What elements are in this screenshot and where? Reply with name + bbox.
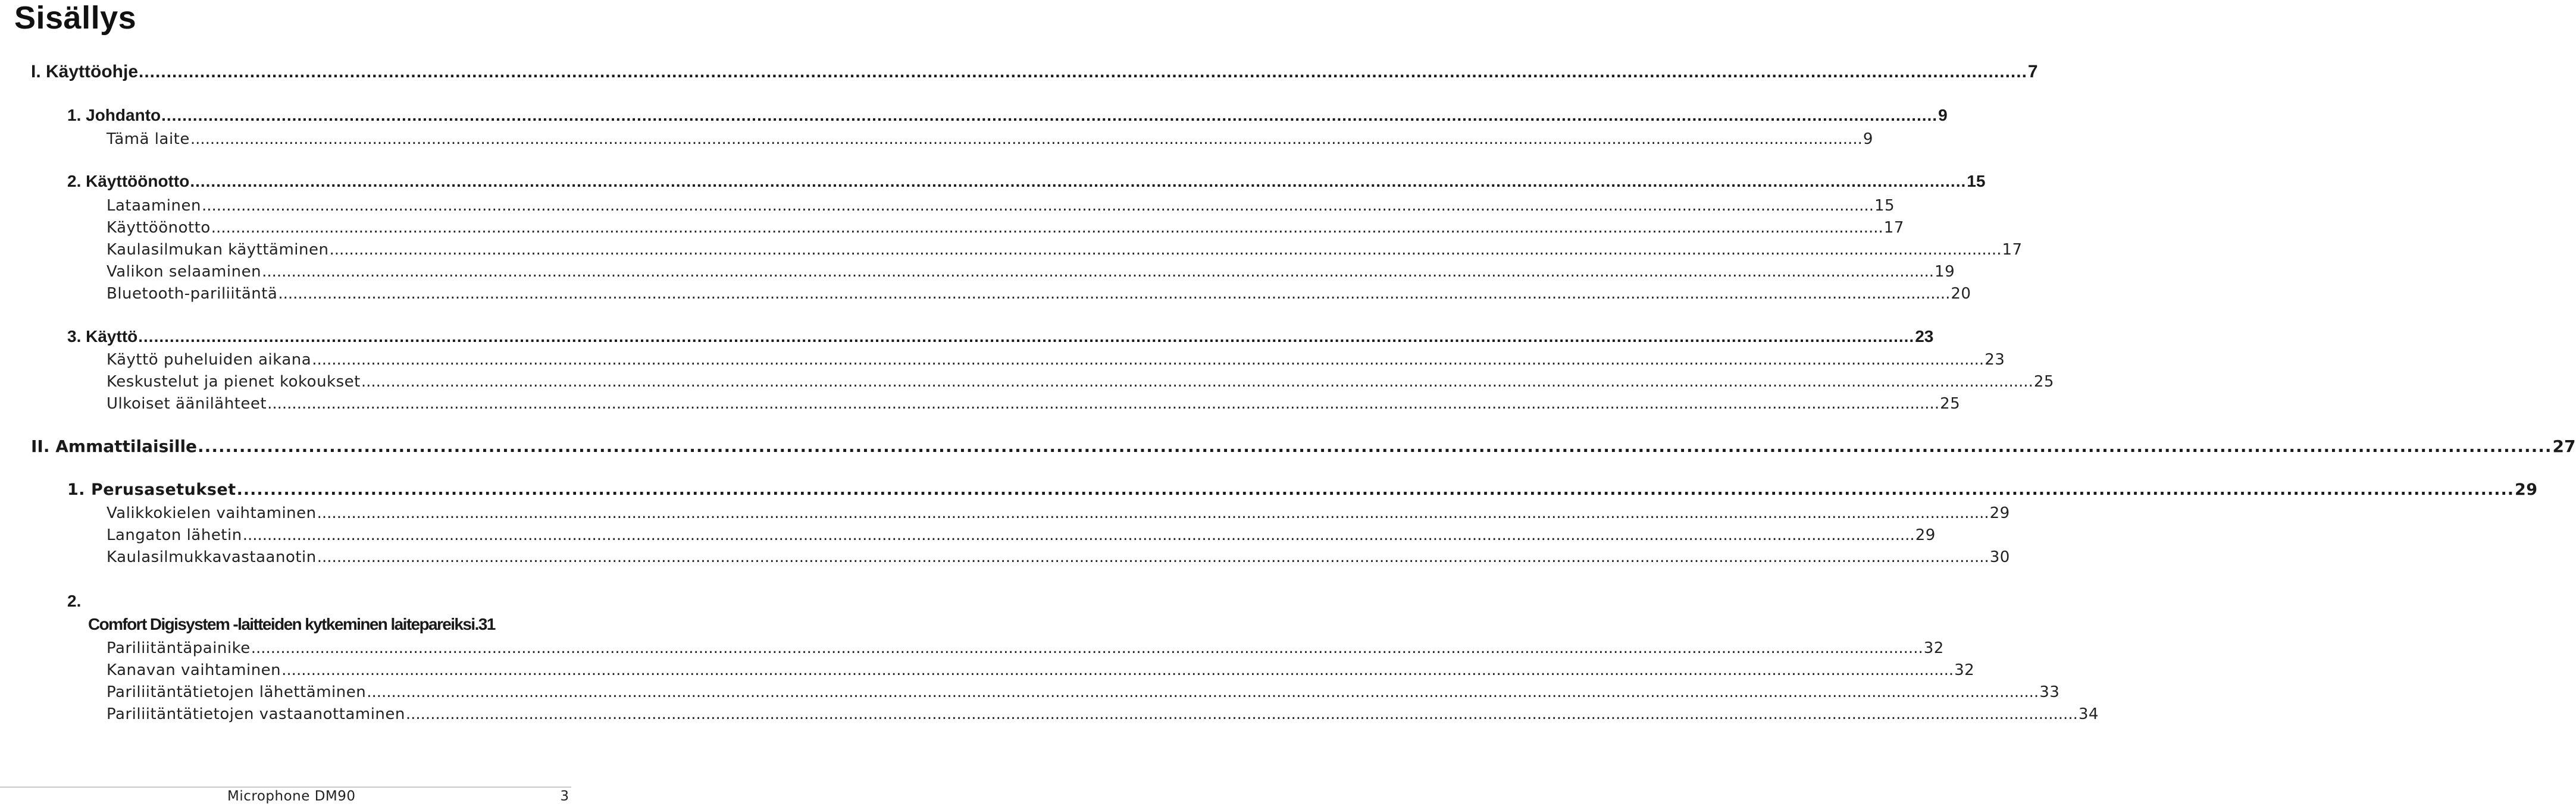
toc-page: 29 xyxy=(2514,481,2538,499)
toc-page: 29 xyxy=(1915,526,1936,544)
toc-page: 19 xyxy=(1935,263,1955,281)
footer-page-number: 3 xyxy=(560,789,569,804)
toc-part-2[interactable] xyxy=(31,437,2576,456)
toc-item[interactable] xyxy=(107,197,1895,215)
toc-section-kayttoonotto[interactable] xyxy=(67,172,1986,191)
toc-label: I. Käyttöohje xyxy=(31,62,139,81)
toc-part-1[interactable] xyxy=(31,62,2038,82)
toc-page: 9 xyxy=(1938,106,1948,124)
toc-label: Bluetooth-pariliitäntä xyxy=(107,285,278,303)
toc-item[interactable] xyxy=(107,219,1904,237)
toc-page: 9 xyxy=(1863,130,1873,148)
page-title: Sisällys xyxy=(14,0,137,36)
toc-item[interactable] xyxy=(107,373,2054,391)
toc-section-comfort-digisystem[interactable] xyxy=(88,615,540,634)
toc-label: Lataaminen xyxy=(107,197,201,215)
toc-leader: .................................................................................................................................................................................................................................................................................................................................................... xyxy=(161,106,1938,124)
footer-title: Microphone DM90 xyxy=(227,789,356,804)
toc-label: Käyttö puheluiden aikana xyxy=(107,351,312,369)
toc-label: Valikon selaaminen xyxy=(107,263,262,281)
toc-item[interactable] xyxy=(107,639,1944,657)
toc-leader: .................................................................................................................................................................................................................................................................................................................................................... xyxy=(262,263,1935,281)
toc-page: 15 xyxy=(1874,197,1895,215)
toc-item[interactable] xyxy=(107,285,1971,303)
toc-section-perusasetukset[interactable] xyxy=(67,481,2538,499)
toc-item[interactable] xyxy=(107,241,2023,259)
toc-page: 31 xyxy=(478,615,495,633)
toc-item[interactable] xyxy=(107,683,2060,701)
toc-page: 15 xyxy=(1967,172,1986,190)
toc-section-kaytto[interactable] xyxy=(67,327,1934,346)
toc-label: 3. Käyttö xyxy=(67,327,138,346)
toc-leader: .................................................................................................................................................................................................................................................................................................................................................... xyxy=(242,526,1915,544)
toc-label: II. Ammattilaisille xyxy=(31,437,198,456)
toc-leader: .................................................................................................................................................................................................................................................................................................................................................... xyxy=(190,172,1967,190)
toc-label: 1. Perusasetukset xyxy=(67,481,236,499)
toc-label: Tämä laite xyxy=(107,130,190,148)
toc-leader: .................................................................................................................................................................................................................................................................................................................................................... xyxy=(198,437,2552,456)
toc-page: 29 xyxy=(1989,504,2010,522)
toc-page: 7 xyxy=(2027,62,2038,81)
toc-leader: .................................................................................................................................................................................................................................................................................................................................................... xyxy=(317,548,1989,566)
toc-leader: .................................................................................................................................................................................................................................................................................................................................................... xyxy=(367,683,2039,701)
toc-leader: .................................................................................................................................................................................................................................................................................................................................................... xyxy=(281,661,1954,679)
toc-leader: .................................................................................................................................................................................................................................................................................................................................................... xyxy=(329,241,2002,259)
toc-leader: .................................................................................................................................................................................................................................................................................................................................................... xyxy=(278,285,1951,303)
toc-item[interactable] xyxy=(107,705,2099,723)
toc-leader: . xyxy=(474,615,478,633)
toc-leader: .................................................................................................................................................................................................................................................................................................................................................... xyxy=(211,219,1883,237)
toc-leader: .................................................................................................................................................................................................................................................................................................................................................... xyxy=(317,504,1989,522)
toc-label: Comfort Digisystem -laitteiden kytkeminen laitepareiksi xyxy=(88,615,475,633)
toc-page: 23 xyxy=(1915,327,1934,346)
toc-page: 17 xyxy=(1883,219,1904,237)
toc-label: Pariliitäntätietojen vastaanottaminen xyxy=(107,705,405,723)
toc-item[interactable] xyxy=(107,351,2005,369)
toc-leader: .................................................................................................................................................................................................................................................................................................................................................... xyxy=(138,327,1915,346)
toc-page: 32 xyxy=(1954,661,1975,679)
toc-item[interactable] xyxy=(107,548,2010,566)
toc-item[interactable] xyxy=(107,130,1873,148)
toc-label: Kaulasilmukan käyttäminen xyxy=(107,241,329,259)
toc-label: Ulkoiset äänilähteet xyxy=(107,395,267,413)
toc-label: Keskustelut ja pienet kokoukset xyxy=(107,373,361,391)
toc-page: 25 xyxy=(1940,395,1961,413)
toc-label: Käyttöönotto xyxy=(107,219,211,237)
toc-label: 1. Johdanto xyxy=(67,106,161,124)
toc-item[interactable] xyxy=(107,263,1955,281)
toc-item[interactable] xyxy=(107,661,1975,679)
toc-leader: .................................................................................................................................................................................................................................................................................................................................................... xyxy=(201,197,1874,215)
toc-leader: .................................................................................................................................................................................................................................................................................................................................................... xyxy=(251,639,1923,657)
toc-page: 23 xyxy=(1985,351,2005,369)
toc-section-johdanto[interactable] xyxy=(67,106,1948,125)
toc-page: 33 xyxy=(2039,683,2060,701)
toc-label: Kaulasilmukkavastaanotin xyxy=(107,548,317,566)
toc-leader: .................................................................................................................................................................................................................................................................................................................................................... xyxy=(312,351,1985,369)
toc-leader: .................................................................................................................................................................................................................................................................................................................................................... xyxy=(361,373,2033,391)
toc-item[interactable] xyxy=(107,526,1936,544)
toc-leader: .................................................................................................................................................................................................................................................................................................................................................... xyxy=(405,705,2078,723)
toc-label: 2. Käyttöönotto xyxy=(67,172,190,190)
toc-leader: .................................................................................................................................................................................................................................................................................................................................................... xyxy=(267,395,1940,413)
toc-page: 27 xyxy=(2552,437,2576,456)
toc-leader: .................................................................................................................................................................................................................................................................................................................................................... xyxy=(139,62,2027,81)
toc-leader: .................................................................................................................................................................................................................................................................................................................................................... xyxy=(190,130,1863,148)
toc-page: 34 xyxy=(2078,705,2099,723)
toc-page: 17 xyxy=(2002,241,2023,259)
toc-leader: .................................................................................................................................................................................................................................................................................................................................................... xyxy=(236,481,2514,499)
toc-section-number: 2. xyxy=(67,592,82,610)
toc-label: Langaton lähetin xyxy=(107,526,242,544)
toc-page: 30 xyxy=(1989,548,2010,566)
toc-item[interactable] xyxy=(107,504,2010,522)
toc-item[interactable] xyxy=(107,395,1961,413)
toc-page: 32 xyxy=(1923,639,1944,657)
toc-label: Pariliitäntätietojen lähettäminen xyxy=(107,683,367,701)
toc-page: 20 xyxy=(1951,285,1971,303)
toc-label: Pariliitäntäpainike xyxy=(107,639,251,657)
toc-page: 25 xyxy=(2033,373,2054,391)
toc-label: Valikkokielen vaihtaminen xyxy=(107,504,317,522)
toc-label: Kanavan vaihtaminen xyxy=(107,661,281,679)
